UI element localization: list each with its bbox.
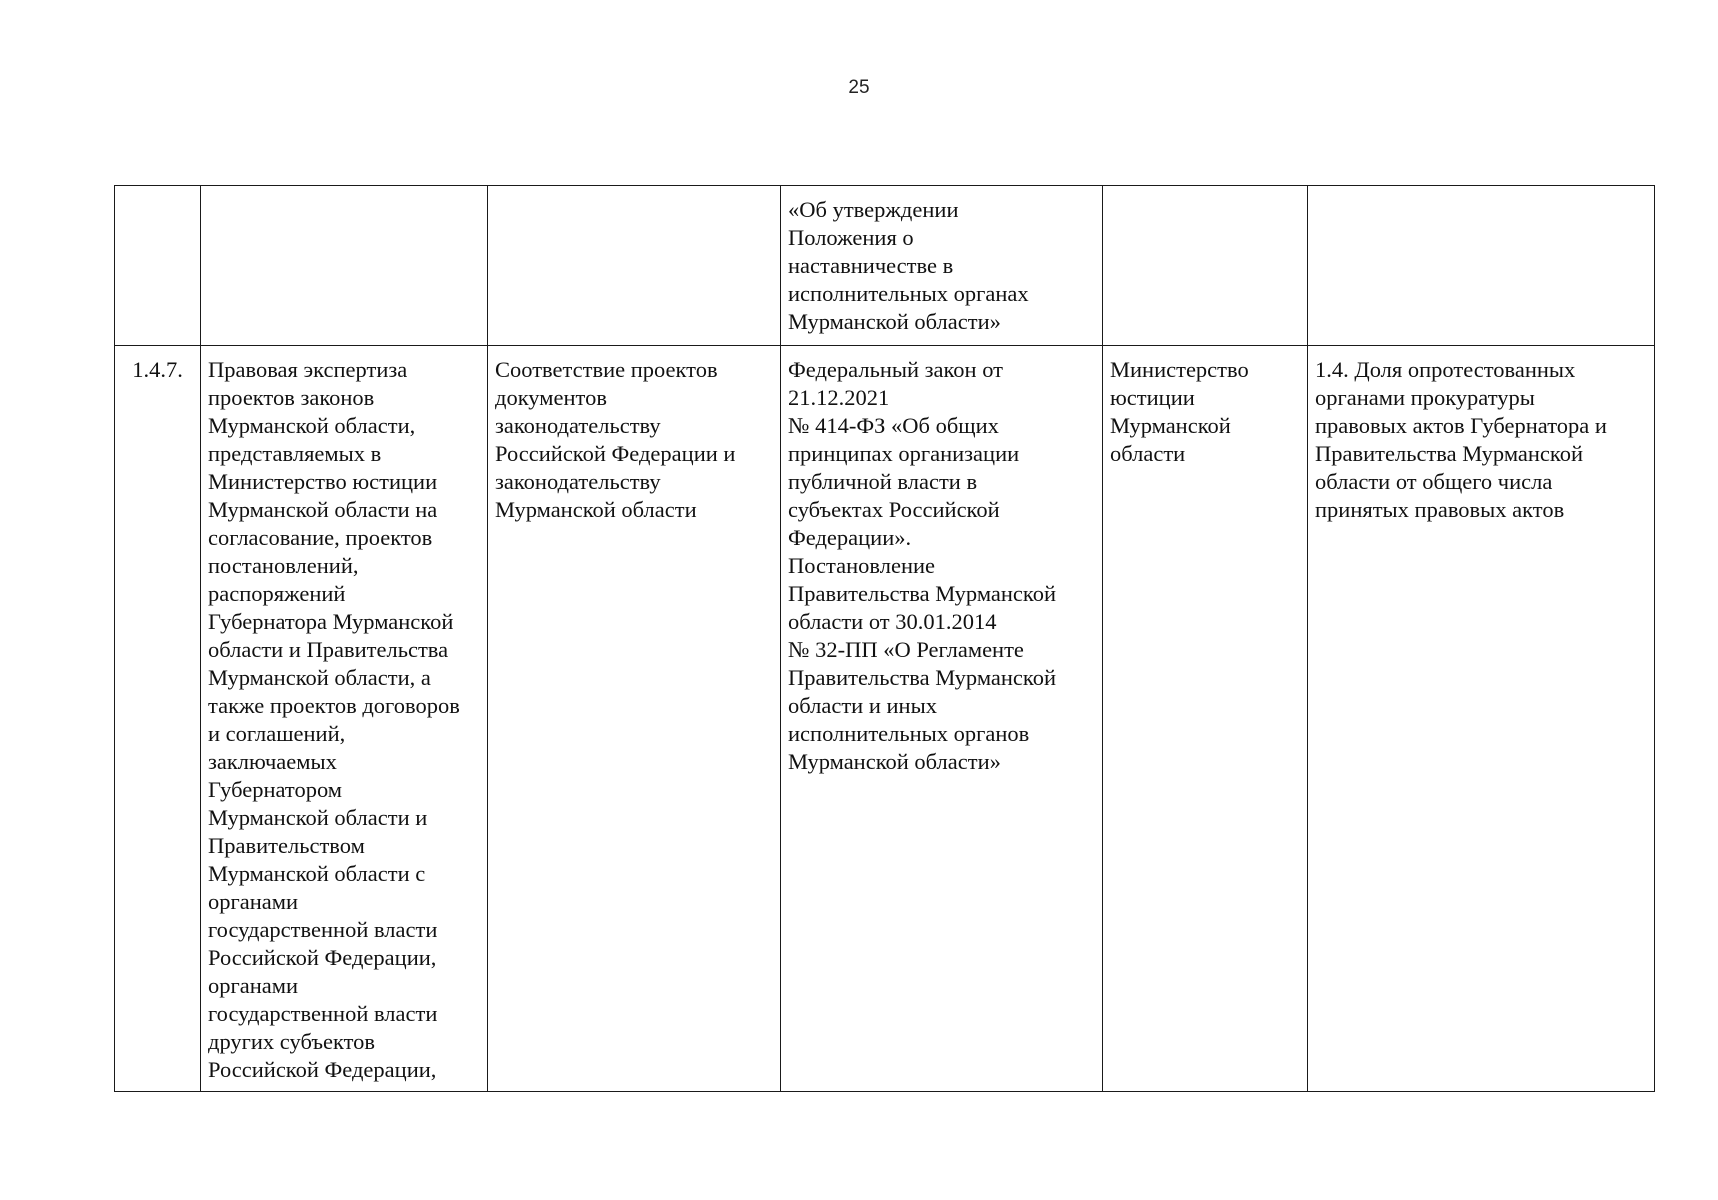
cell-activity: Правовая экспертиза проектов законов Мурманской области, представляемых в Министерство юстиции Мурманской области на согласование, проектов постановлений, распоряжений Губернатора Мурманской области и Правительства Мурманской области, а также проектов договоров и соглашений, заключаемых Губернатором Мурманской области и Правительством Мурманской области с органами государственной власти Российской Федерации, органами государственной власти других субъектов Российской Федерации, xyxy=(201,346,488,1092)
table-row-continuation xyxy=(115,186,1655,346)
cell-number: 1.4.7. xyxy=(115,346,201,1092)
cell-number xyxy=(115,186,201,346)
page-number: 25 xyxy=(848,77,870,98)
cell-activity xyxy=(201,186,488,346)
cell-legal-basis: «Об утверждении Положения о наставничестве в исполнительных органах Мурманской области» xyxy=(781,186,1103,346)
cell-responsible xyxy=(1103,186,1308,346)
cell-responsible: Министерство юстиции Мурманской области xyxy=(1103,346,1308,1092)
document-table xyxy=(114,185,1655,1092)
cell-result: Соответствие проектов документов законодательству Российской Федерации и законодательству Мурманской области xyxy=(488,346,781,1092)
table-row-1-4-7 xyxy=(115,346,1655,1092)
cell-indicator: 1.4. Доля опротестованных органами прокуратуры правовых актов Губернатора и Правительства Мурманской области от общего числа принятых правовых актов xyxy=(1308,346,1655,1092)
cell-result xyxy=(488,186,781,346)
cell-indicator xyxy=(1308,186,1655,346)
cell-legal-basis: Федеральный закон от 21.12.2021 № 414-ФЗ «Об общих принципах организации публичной власти в субъектах Российской Федерации». Постановление Правительства Мурманской области от 30.01.2014 № 32-ПП «О Регламенте Правительства Мурманской области и иных исполнительных органов Мурманской области» xyxy=(781,346,1103,1092)
